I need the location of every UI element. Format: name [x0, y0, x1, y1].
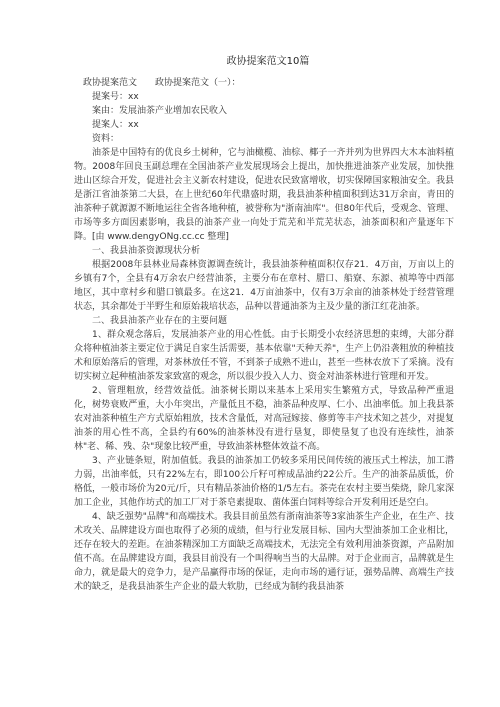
section-2-item-1: 1、群众观念落后，发展油茶产业的用心性低。由于长期受小农经济思想的束缚，大部分群众将种植油茶主要定位于满足自家生活需要，基本依靠"天种天养"，生产上仍沿袭粗放的种植技术和原始落后的管理，对茶林放任不管，不到茶子成熟不进山，甚至一些林农放下了采摘。没有切实树立起种植油茶发家致富的观念，所以很少投入人力、资金对油茶林进行管理和开发。 [74, 330, 454, 382]
section-2-item-3: 3、产业链条短，附加值低。我县的油茶加工仍较多采用民间传统的液压式土榨法，加工潜力弱，出油率低，只有22%左右，即100公斤籽可榨成品油约22公斤。生产的油茶品质低，价格低，一般市场价为20元/斤，只有精品茶油价格的1/5左右。茶壳在农村主要当柴烧，除几家深加工企业，其他作坊式的加工厂对于茶皂素提取、菌体蛋白饲料等综合开发利用还是空白。 [74, 456, 454, 508]
field-cause: 案由：发展油茶产业增加农民收入 [92, 106, 228, 116]
field-materials: 资料： [92, 134, 120, 144]
header-line: 政协提案范文 政协提案范文（一）： [83, 78, 241, 88]
field-proposer: 提案人：xx [92, 120, 139, 130]
section-heading-2: 二、我县油茶产业存在的主要问题 [92, 316, 228, 326]
section-2-item-4: 4、缺乏强势"品牌"和高端技术。我县目前虽然有浙南油茶等3家油茶生产企业，在生产、技术攻关、品牌建设方面也取得了必须的成绩，但与行业发展目标、国内大型油茶加工企业相比，还存在较大的差距。在油茶精深加工方面缺乏高端技术，无法完全有效利用油茶资源，产品附加值不高。在品牌建设方面，我县目前没有一个叫得响当当的大品牌。对于企业而言，品牌就是生命力，就是最大的竞争力，是产品赢得市场的保证，走向市场的通行证，强势品牌、高端生产技术的缺乏，是我县油茶生产企业的最大软肋，已经成为制约我县油茶 [74, 512, 454, 592]
field-proposal-number: 提案号：xx [92, 92, 139, 102]
section-2-item-2: 2、管理粗放，经营效益低。油茶树长期以来基本上采用实生繁殖方式，导致品种严重退化，树势衰败严重，大小年突出，产量低且不稳，油茶品种皮厚、仁小、出油率低。加上我县茶农对油茶种植生产方式原始粗放，技术含量低，对高冠嫁接、修剪等丰产技术知之甚少，对提复油茶的用心性不高，全县约有60%的油茶林没有进行垦复，即使垦复了也没有连续性，油茶林"老、稀、残、杂"现象比较严重，导致油茶林整体效益不高。 [74, 386, 454, 452]
section-1-paragraph: 根据2008年县林业局森林资源调查统计，我县油茶种植面积仅存21．4万亩，万亩以上的乡镇有7个，全县有4万余农户经营油茶，主要分布在章村、腊口、船寮、东源、祯埠等中西部地区，其中章村乡和腊口镇最多。在这21．4万亩油茶中，仅有3万余亩的油茶林处于经营管理状态，其余都处于半野生和原始栽培状态，品种以普通油茶为主及少量的浙江红花油茶。 [74, 260, 454, 312]
intro-paragraph: 油茶是中国特有的优良乡土树种，它与油橄榄、油棕、椰子一齐并列为世界四大木本油料植物。2008年回良玉副总理在全国油茶产业发展现场会上提出，加快推进油茶产业发展，加快推进山区综合开发，促进社会主义新农村建设，促进农民致富增收，切实保障国家粮油安全。我县是浙江省油茶第二大县，在上世纪60年代鼎盛时期，我县油茶种植面积到达31万余亩，青田的油茶种子就源源不断地运往全省各地种植，被誉称为"浙南油库"。但80年代后，受观念、管理、市场等多方面因素影响，我县的油茶产业一向处于荒芜和半荒芜状态，油茶面积和产量逐年下降。[由 www.dengyONg.cc.cc 整理] [74, 148, 454, 242]
section-heading-1: 一、我县油茶资源现状分析 [92, 246, 201, 256]
page-title: 政协提案范文10篇 [226, 56, 310, 67]
